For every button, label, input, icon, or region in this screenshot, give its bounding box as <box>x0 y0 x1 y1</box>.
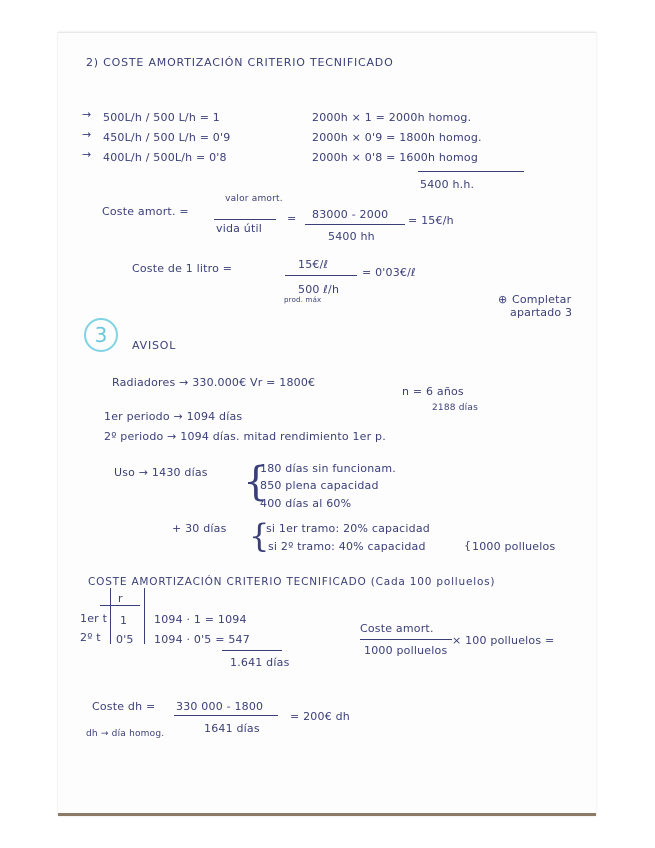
fraction-bar <box>285 275 357 276</box>
result-value: = 0'03€/ℓ <box>362 266 416 279</box>
fraction-denominator: vida útil <box>216 222 262 235</box>
periodo-text: 2º periodo → 1094 días. mitad rendimiento 1er p. <box>104 430 386 443</box>
radiadores-text: Radiadores → 330.000€ Vr = 1800€ <box>112 376 316 389</box>
fraction-denominator: 1000 polluelos <box>364 644 448 657</box>
table-total: 1.641 días <box>230 656 290 669</box>
fraction-numerator: 15€/ℓ <box>298 258 329 271</box>
row-r: 1 <box>120 614 128 627</box>
result-value: = 200€ dh <box>290 710 350 723</box>
fraction-numerator: Coste amort. <box>360 622 434 635</box>
periodo-text: 1er periodo → 1094 días <box>104 410 243 423</box>
years-text: n = 6 años <box>402 385 464 398</box>
plus-circle-icon: ⊕ <box>498 293 508 306</box>
multiplier-text: × 100 polluelos = <box>452 634 555 647</box>
row-calc: 1094 · 1 = 1094 <box>154 613 247 626</box>
fraction-denominator: 500 ℓ/h <box>298 283 340 296</box>
ratio-text: 450L/h / 500 L/h = 0'9 <box>103 131 231 144</box>
sum-line <box>222 650 282 651</box>
note-text: Completar <box>512 293 572 306</box>
fraction-bar <box>214 219 276 220</box>
litro-label: Coste de 1 litro = <box>132 262 233 275</box>
ratio-text: 500L/h / 500 L/h = 1 <box>103 111 221 124</box>
arrow-icon: → <box>82 128 92 141</box>
uso-text: Uso → 1430 días <box>114 466 208 479</box>
days-text: 2188 días <box>432 403 478 413</box>
ratio-text: 400L/h / 500L/h = 0'8 <box>103 151 227 164</box>
plus-days-text: + 30 días <box>172 522 227 535</box>
arrow-icon: → <box>82 148 92 161</box>
coste-dh-label: Coste dh = <box>92 700 156 713</box>
fraction-bar <box>174 715 278 716</box>
pollitos-text: 1000 polluelos <box>472 540 556 553</box>
sum-line <box>418 171 524 172</box>
section-number-badge: 3 <box>84 318 118 352</box>
row-calc: 1094 · 0'5 = 547 <box>154 633 250 646</box>
fraction-denominator: 5400 hh <box>328 230 375 243</box>
hours-calc: 2000h × 1 = 2000h homog. <box>312 111 472 124</box>
fraction-bar <box>305 224 405 225</box>
brace-icon: { <box>464 539 472 552</box>
brace-icon: { <box>249 517 270 555</box>
fraction-bar <box>360 639 452 640</box>
table-rule <box>144 588 145 644</box>
section-3-title: AVISOL <box>132 339 177 352</box>
tramo-text: si 1er tramo: 20% capacidad <box>266 522 430 535</box>
coste-amort-label: Coste amort. = <box>102 205 189 218</box>
notebook-page <box>58 32 596 816</box>
arrow-icon: → <box>82 108 92 121</box>
fraction-denominator: 1641 días <box>204 722 260 735</box>
uso-item: 180 días sin funcionam. <box>260 462 396 475</box>
tramo-text: si 2º tramo: 40% capacidad <box>268 540 426 553</box>
equals-sign: = <box>287 212 297 225</box>
fraction-numerator: 330 000 - 1800 <box>176 700 264 713</box>
section-3-heading: COSTE AMORTIZACIÓN CRITERIO TECNIFICADO (Cada 100 polluelos) <box>88 576 496 588</box>
note-text: apartado 3 <box>510 306 573 319</box>
row-label: 1er t <box>80 612 108 625</box>
hours-calc: 2000h × 0'8 = 1600h homog <box>312 151 478 164</box>
brace-icon: { <box>243 459 269 505</box>
table-rule <box>110 588 111 644</box>
fraction-numerator: 83000 - 2000 <box>312 208 389 221</box>
total-hours: 5400 h.h. <box>420 178 475 191</box>
row-label: 2º t <box>80 631 101 644</box>
prod-max-note: prod. máx <box>284 296 322 304</box>
section-2-heading: 2) COSTE AMORTIZACIÓN CRITERIO TECNIFICADO <box>86 56 394 69</box>
uso-item: 850 plena capacidad <box>260 479 379 492</box>
fraction-numerator: valor amort. <box>225 194 283 204</box>
table-rule <box>100 605 140 606</box>
table-header-r: r <box>118 592 123 605</box>
hours-calc: 2000h × 0'9 = 1800h homog. <box>312 131 482 144</box>
row-r: 0'5 <box>116 633 134 646</box>
dh-note: dh → día homog. <box>86 729 165 739</box>
uso-item: 400 días al 60% <box>260 497 352 510</box>
result-value: = 15€/h <box>408 214 454 227</box>
